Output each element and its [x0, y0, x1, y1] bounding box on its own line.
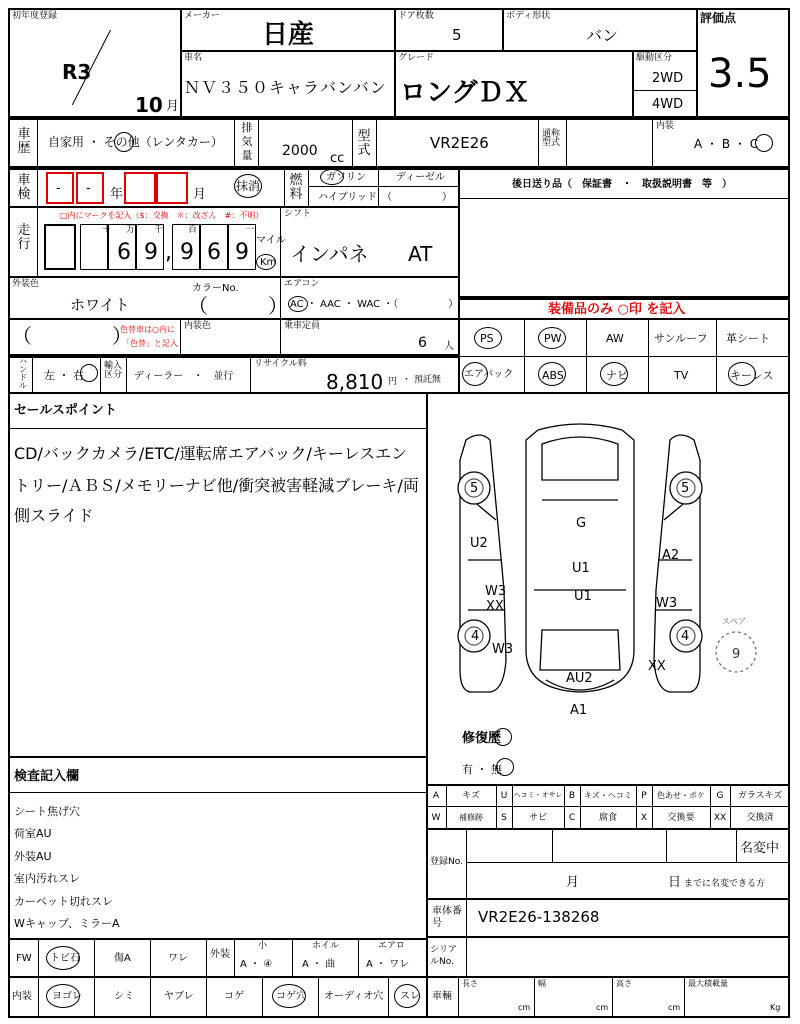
fw-item: トビ石 — [50, 953, 80, 964]
serial-label: シリアルNo. — [430, 945, 458, 967]
inspection-year-unit: 年 — [110, 187, 124, 202]
legend-cell: ガラスキズ — [737, 791, 783, 801]
legend-cell: 腐食 — [598, 813, 617, 823]
legend-cell: 交換要 — [667, 813, 695, 823]
legend-cell: 交換済 — [746, 813, 774, 823]
fw-a-aero: A ・ ワレ — [366, 959, 410, 970]
sales-line: トリー/ＡＢＳ/メモリーナビ他/衝突被害軽減ブレーキ/両 — [14, 476, 419, 495]
equip-keyless: キーレス — [730, 369, 774, 382]
after-items-label: 後日送り品（ 保証書 ・ 取扱説明書 等 ） — [512, 179, 732, 190]
drive-4wd: 4WD — [652, 97, 684, 112]
fuel-hybrid: ハイブリッド — [318, 192, 377, 203]
dims-height-unit: cm — [668, 1003, 681, 1012]
dims-width-unit: cm — [596, 1003, 609, 1012]
legend-cell: C — [568, 813, 576, 823]
model-value: VR2E26 — [430, 134, 489, 152]
legend-cell: W — [431, 813, 441, 823]
doors-label: ドア枚数 — [398, 11, 434, 21]
note-item: 室内汚れスレ — [14, 872, 80, 885]
fw-small: 小 — [258, 941, 268, 951]
model-label: 型式 — [357, 129, 371, 158]
legend-cell: ヘコミ・オサレ — [513, 791, 563, 799]
recycle-value: 8,810 — [326, 370, 384, 394]
sales-line: CD/バックカメラ/ETC/運転席エアバック/キーレスエン — [14, 444, 408, 463]
sales-label: セールスポイント — [14, 403, 117, 418]
int-item: ヨゴレ — [52, 991, 82, 1002]
body-value: バン — [586, 26, 619, 45]
dmg-w3b: W3 — [656, 596, 678, 611]
fuel-diesel: ディーゼル — [396, 172, 445, 183]
interior-label: 内装 — [656, 121, 675, 131]
fw-aero: エアロ — [378, 941, 406, 951]
mileage-digit: 9 — [235, 240, 249, 265]
maker-label: メーカー — [184, 11, 220, 21]
equip-tv: TV — [674, 369, 689, 382]
shift-type: AT — [408, 242, 433, 266]
fuel-label: 燃料 — [289, 173, 303, 202]
legend-cell: G — [716, 791, 724, 801]
color-change-paren: （ ） — [12, 324, 132, 348]
mileage-digit: 9 — [144, 240, 158, 265]
dims-label: 車輛 — [432, 991, 452, 1002]
car-diagram — [430, 400, 786, 720]
equip-ps: PS — [480, 332, 494, 345]
displacement-value: 2000 — [282, 143, 318, 159]
tire-rl: 4 — [471, 629, 480, 644]
recycle-deposit: ・ 預託無 — [402, 375, 441, 385]
shift-value: インパネ — [290, 242, 369, 266]
score-value: 3.5 — [708, 51, 772, 97]
name-change-month: 月 — [566, 875, 580, 890]
history-circle — [114, 132, 134, 152]
maker-value: 日産 — [262, 20, 315, 50]
legend-cell: X — [640, 813, 648, 823]
name-change-day: 日 — [668, 875, 682, 890]
recycle-label: リサイクル料 — [254, 359, 307, 369]
legend-cell: キズ・ヘコミ — [584, 791, 632, 800]
equip-navi: ナビ — [606, 369, 628, 382]
dims-load-unit: Kg — [770, 1003, 781, 1012]
inspection-expired: 抹消 — [236, 179, 261, 193]
note-item: 荷室AU — [14, 827, 52, 840]
dims-height: 高さ — [616, 979, 632, 988]
handle-label: ハンドル — [19, 357, 27, 390]
displacement-label: 排気量 — [241, 121, 253, 162]
color-change-note1: 色替車は○内に — [120, 325, 175, 334]
repair-value: 有 ・ 無 — [462, 763, 502, 776]
mileage-digit: 6 — [117, 240, 131, 265]
fuel-gas: ガソリン — [326, 172, 366, 183]
equip-abs: ABS — [542, 369, 564, 382]
dmg-u2: U2 — [470, 536, 488, 551]
equip-leather: 革シート — [726, 332, 770, 345]
legend-cell: U — [500, 791, 508, 801]
score-label: 評価点 — [700, 11, 737, 25]
int-item: スレ — [400, 991, 420, 1002]
reg-month-unit: 月 — [166, 99, 180, 114]
mileage-unit-mile: マイル — [256, 235, 286, 246]
import-label: 輸入区分 — [104, 361, 123, 380]
note-item: シート焦げ穴 — [14, 805, 80, 818]
history-label: 車歴 — [17, 127, 31, 156]
ext-color-label: 外装色 — [12, 279, 40, 289]
dmg-u1b: U1 — [574, 589, 592, 604]
legend-cell: P — [641, 791, 647, 801]
inspection-month-unit: 月 — [193, 187, 207, 202]
mileage-unit-km: Km — [260, 257, 277, 268]
interior-circle — [755, 134, 773, 152]
serial-box — [426, 936, 790, 978]
note-item: Wキャップ、ミラーA — [14, 917, 120, 930]
legend-cell: キズ — [462, 791, 480, 801]
legend-cell: サビ — [528, 813, 547, 823]
legend-cell: XX — [713, 813, 727, 823]
dims-length-unit: cm — [518, 1003, 531, 1012]
grade-value: ロングＤＸ — [400, 78, 530, 108]
dims-load: 最大積載量 — [688, 979, 728, 988]
tire-rr: 4 — [681, 629, 690, 644]
vin-value: VR2E26-138268 — [478, 908, 600, 926]
reg-era: R3 — [62, 60, 92, 84]
int-label: 内装 — [12, 991, 32, 1002]
legend-cell: 補修跡 — [459, 813, 483, 822]
fw-a-small: A ・ ④ — [240, 959, 273, 970]
common-model-label: 通称型式 — [542, 129, 561, 148]
color-change-note2: 「色替」と記入 — [122, 339, 178, 348]
history-value: 自家用 ・ その他（レンタカー） — [48, 135, 223, 149]
dims-width: 幅 — [538, 979, 546, 988]
dims-length: 長さ — [462, 979, 478, 988]
dmg-xx1: XX — [486, 599, 504, 614]
fw-label: FW — [16, 953, 32, 964]
sales-line: 側スライド — [14, 506, 94, 525]
tire-fr: 5 — [681, 481, 690, 496]
fw-item: 傷A — [114, 953, 131, 964]
body-label: ボディ形状 — [506, 11, 551, 21]
equip-pw: PW — [544, 332, 562, 345]
doors-value: 5 — [452, 26, 462, 44]
recycle-unit: 円 — [388, 377, 398, 387]
spare-value: 9 — [732, 647, 741, 662]
int-color-label: 内装色 — [184, 321, 212, 331]
dmg-w3c: W3 — [492, 642, 514, 657]
fw-wheel: ホイル — [312, 941, 340, 951]
color-code-value: （ ） — [188, 294, 288, 318]
handle-value: 左 ・ 右 — [44, 369, 84, 382]
dmg-xx2: XX — [648, 659, 666, 674]
mileage-digit: 6 — [207, 240, 221, 265]
drive-2wd: 2WD — [652, 71, 684, 86]
dmg-a2: A2 — [662, 548, 680, 563]
capacity-unit: 人 — [444, 341, 454, 352]
name-change-note: までに名変できる方 — [684, 879, 766, 889]
dmg-u1a: U1 — [572, 561, 590, 576]
inspection-label: 車検 — [17, 173, 31, 202]
mileage-note: □内にマークを記入（$：交換 ＊：改ざん #：不明） — [60, 211, 264, 220]
tire-fl: 5 — [470, 481, 479, 496]
spare-label: スペア — [722, 617, 746, 626]
equip-aw: AW — [606, 332, 624, 345]
name-change-value: 名変中 — [740, 841, 780, 856]
grade-label: グレード — [398, 53, 435, 63]
note-item: 外装AU — [14, 850, 52, 863]
reg-month: 10 — [135, 93, 163, 117]
mileage-digit: 9 — [180, 240, 194, 265]
equip-label: 装備品のみ ○印 を記入 — [548, 302, 686, 317]
fuel-other: （ ） — [382, 192, 452, 203]
legend-cell: S — [501, 813, 507, 823]
dmg-au2: AU2 — [566, 671, 593, 686]
int-item: コゲ — [224, 991, 244, 1002]
equip-sunroof: サンルーフ — [654, 332, 708, 345]
aircon-value: AC ・ AAC ・ WAC ・（ ） — [290, 299, 459, 310]
interior-value: A ・ B ・ C — [694, 137, 759, 151]
fw-ext: 外装 — [210, 949, 230, 960]
repair-label: 修復歴 — [462, 731, 502, 746]
fw-a-wheel: A ・ 曲 — [302, 959, 336, 970]
note-item: カーペット切れスレ — [14, 895, 113, 908]
int-item: オーディオ穴 — [324, 991, 384, 1002]
mileage-sep: , — [165, 240, 172, 265]
displacement-unit: cc — [330, 151, 345, 166]
reg-label: 初年度登録 — [12, 11, 58, 21]
int-item: シミ — [114, 991, 134, 1002]
aircon-label: エアコン — [284, 279, 320, 289]
dmg-g: G — [576, 516, 587, 531]
legend-cell: B — [568, 791, 576, 801]
regno-label: 登録No. — [430, 857, 463, 867]
drive-label: 駆動区分 — [636, 53, 673, 63]
int-item: コゲ穴 — [276, 991, 306, 1002]
import-value: ディーラー ・ 並行 — [134, 371, 234, 382]
dmg-a1: A1 — [570, 703, 588, 718]
legend-cell: 色あせ・ボケ — [657, 791, 705, 800]
capacity-label: 乗車定員 — [284, 321, 321, 331]
carname-label: 車名 — [184, 53, 203, 63]
equip-airbag: エアバック — [464, 369, 514, 380]
capacity-value: 6 — [418, 335, 427, 351]
ext-color-value: ホワイト — [70, 296, 130, 314]
color-code-label: カラーNo. — [192, 283, 239, 294]
notes-label: 検査記入欄 — [14, 769, 80, 784]
fw-item: ワレ — [168, 953, 188, 964]
dmg-w3a: W3 — [485, 584, 507, 599]
legend-cell: A — [432, 791, 440, 801]
carname-value: ＮＶ３５０キャラバンバン — [184, 78, 387, 97]
mileage-label: 走行 — [17, 223, 31, 252]
shift-label: シフト — [284, 209, 312, 219]
int-item: ヤブレ — [164, 991, 194, 1002]
vin-label: 車体番号 — [432, 906, 462, 929]
